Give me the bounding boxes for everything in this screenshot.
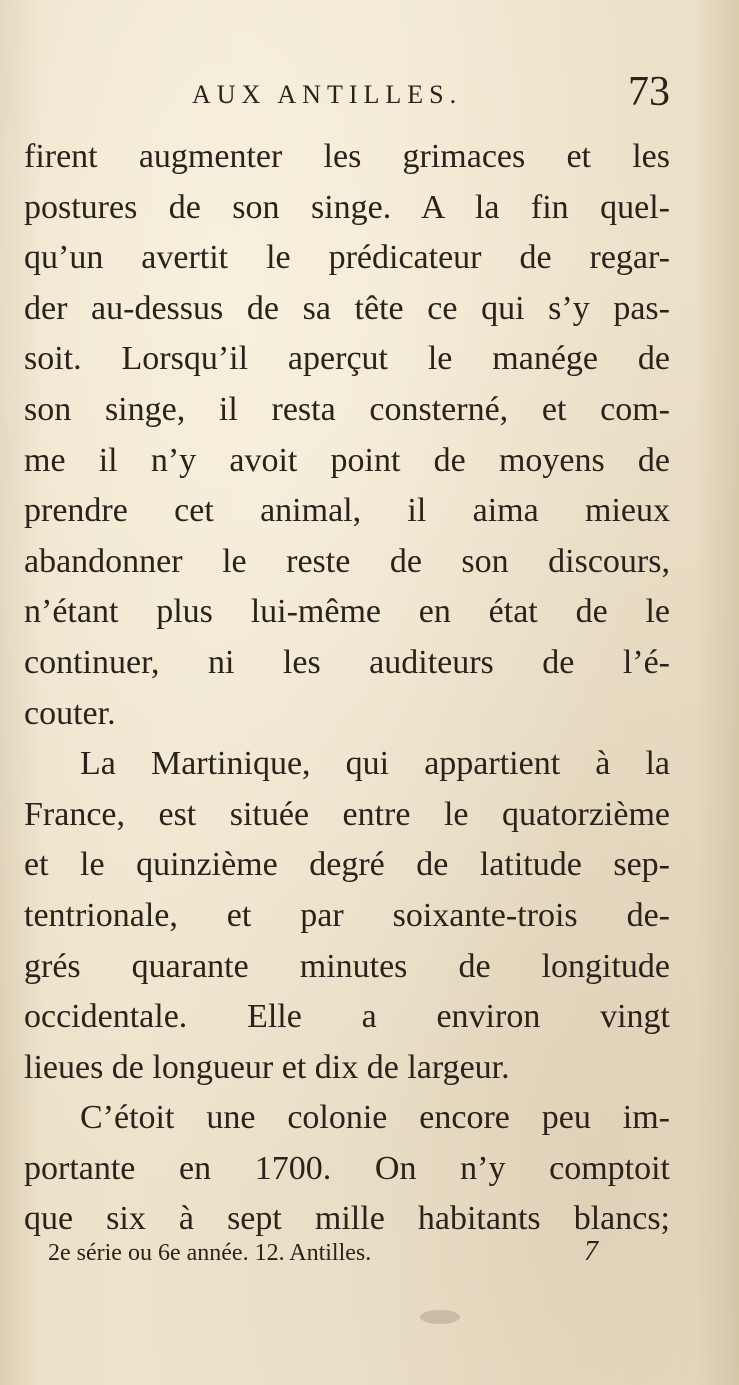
text-line: qu’un avertit le prédicateur de regar- [24, 239, 670, 277]
paragraph-start-line: C’étoit une colonie encore peu im- [80, 1099, 670, 1137]
signature-text: 2e série ou 6e année. 12. Antilles. [48, 1240, 372, 1266]
text-line: soit. Lorsqu’il aperçut le manége de [24, 340, 670, 378]
text-line: portante en 1700. On n’y comptoit [24, 1149, 670, 1187]
text-line: prendre cet animal, il aima mieux [24, 492, 670, 530]
text-line: France, est située entre le quatorzième [24, 795, 670, 833]
text-line: grés quarante minutes de longitude [24, 947, 670, 985]
page-header [24, 68, 670, 118]
text-line: lieues de longueur et dix de largeur. [24, 1048, 510, 1086]
text-line: couter. [24, 694, 116, 732]
text-line: que six à sept mille habitants blancs; [24, 1200, 670, 1238]
text-line: continuer, ni les auditeurs de l’é- [24, 643, 670, 681]
text-line: et le quinzième degré de latitude sep- [24, 846, 670, 884]
text-line: occidentale. Elle a environ vingt [24, 998, 670, 1036]
text-line: der au-dessus de sa tête ce qui s’y pas- [24, 289, 670, 327]
paragraph-start-line: La Martinique, qui appartient à la [80, 745, 670, 783]
text-line: tentrionale, et par soixante-trois de- [24, 896, 670, 934]
text-line: me il n’y avoit point de moyens de [24, 441, 670, 479]
text-line: n’étant plus lui-même en état de le [24, 593, 670, 631]
page-number: 73 [628, 69, 670, 115]
running-head: AUX ANTILLES. [192, 80, 463, 109]
text-line: son singe, il resta consterné, et com- [24, 390, 670, 428]
ink-smudge [420, 1310, 460, 1324]
signature-mark: 7 [584, 1236, 598, 1267]
text-line: postures de son singe. A la fin quel- [24, 188, 670, 226]
text-line: firent augmenter les grimaces et les [24, 138, 670, 175]
text-line: abandonner le reste de son discours, [24, 542, 670, 580]
body-text [24, 132, 670, 1245]
signature-line [48, 1232, 608, 1272]
